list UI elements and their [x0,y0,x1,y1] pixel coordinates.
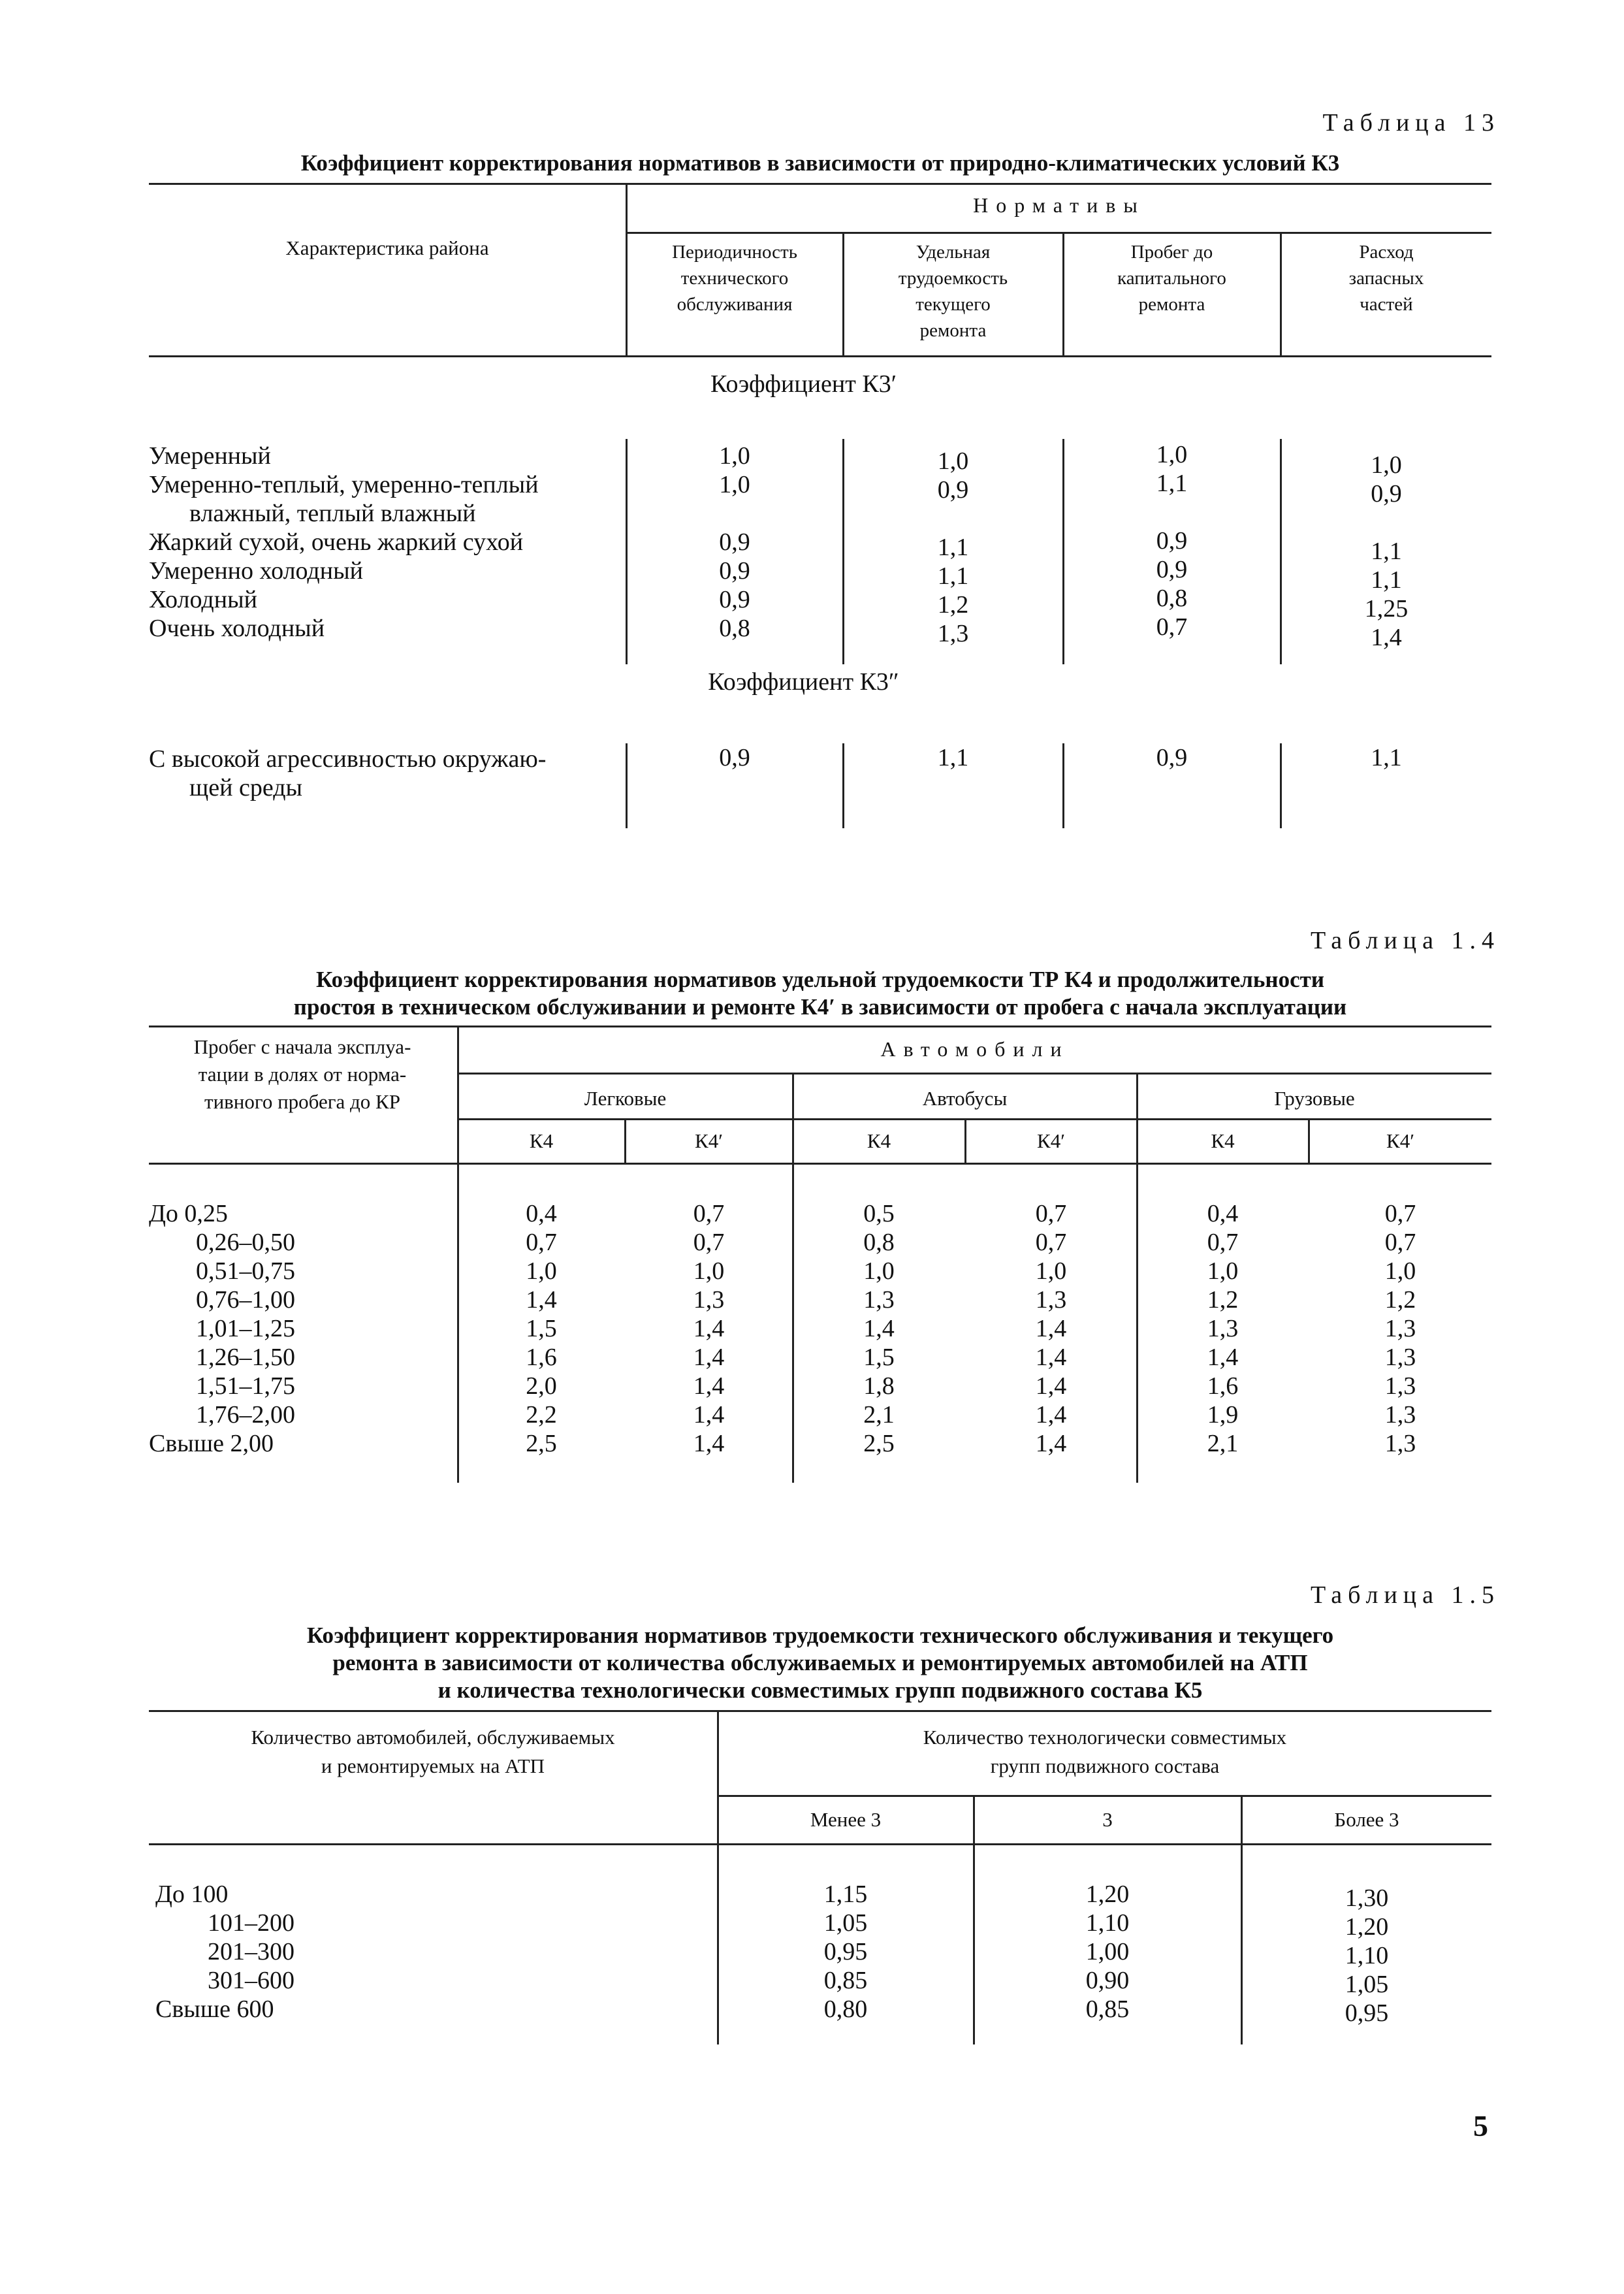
table-13-row-label: Холодный [149,586,257,613]
table-13-section1-title: Коэффициент К3′ [710,370,897,398]
table-1-4-row-label: Свыше 2,00 [149,1430,274,1457]
table-1-5-value-cell: 0,95 [1345,1999,1389,2027]
table-13-row-label: Умеренно-теплый, умеренно-теплый [149,471,539,498]
table-1-4-title-line1: Коэффициент корректирования нормативов удельной трудоемкости ТР К4 и продолжительности [316,967,1324,992]
table-1-5-value-cell: 1,10 [1345,1942,1389,1969]
table-13-column-header: технического [680,268,789,289]
table-1-4-value-cell: 0,7 [1035,1200,1067,1227]
table-13-value-cell: 1,1 [1371,744,1402,771]
table-1-4-value-cell: 1,0 [526,1257,557,1285]
table-13-value-cell: 1,0 [719,442,750,470]
table-1-4-value-cell: 1,3 [1384,1430,1416,1457]
table-13-column-header: обслуживания [677,294,793,315]
table-1-5-value-cell: 0,85 [823,1967,868,1994]
table-13-value-cell: 1,0 [719,471,750,498]
table-1-4-value-cell: 1,3 [1384,1401,1416,1429]
table-1-4-value-cell: 1,4 [693,1372,725,1400]
table-1-4-value-cell: 1,3 [1384,1372,1416,1400]
table-13-value-cell: 1,2 [937,591,969,619]
table-1-4-row-label: 0,76–1,00 [196,1286,295,1314]
table-13-value-cell: 0,9 [719,528,750,556]
table-1-4-value-cell: 1,4 [693,1430,725,1457]
table-13-value-cell: 1,25 [1364,595,1409,622]
table-1-5-title-line2: ремонта в зависимости от количества обслуживаемых и ремонтируемых автомобилей на АТП [332,1650,1308,1675]
table-13-value-cell: 0,9 [1156,744,1188,771]
table-13-row-label: Жаркий сухой, очень жаркий сухой [149,528,524,556]
table-1-4-value-cell: 1,0 [863,1257,895,1285]
table-1-4-value-cell: 1,2 [1207,1286,1239,1314]
table-13-caption: Таблица 13 [1322,109,1500,137]
table-13-value-cell: 0,9 [937,476,969,504]
table-13-value-cell: 0,8 [719,615,750,642]
table-1-5-value-cell: 1,05 [823,1909,868,1937]
table-1-4-row-label: 1,01–1,25 [196,1315,295,1342]
table-13-column-header: текущего [915,294,991,315]
table-1-5-value-cell: 0,90 [1085,1967,1130,1994]
table-13-group-header: Нормативы [973,193,1145,217]
table-13-column-header: Пробег до [1130,242,1213,263]
table-1-4-value-cell: 0,7 [1035,1229,1067,1256]
table-13-region-header: Характеристика района [285,236,489,259]
table-1-4-mileage-header: Пробег с начала эксплуа- [193,1035,411,1058]
table-1-4-value-cell: 0,7 [693,1200,725,1227]
table-1-4-group-1: Легковые [584,1087,667,1110]
table-13-value-cell: 0,9 [719,557,750,585]
table-1-4-value-cell: 1,4 [1035,1430,1067,1457]
table-13-column-header: Удельная [915,242,991,263]
table-1-5-value-cell: 1,00 [1085,1938,1130,1965]
table-1-5-title-line1: Коэффициент корректирования нормативов трудоемкости технического обслуживания и текущего [306,1623,1334,1648]
table-1-5-group-header: Количество технологически совместимых [923,1726,1287,1749]
table-1-5-value-cell: 1,20 [1085,1881,1130,1908]
table-1-5-row-label: 101–200 [208,1909,295,1937]
table-13-column-header: запасных [1348,268,1424,289]
table-1-4-value-cell: 2,1 [863,1401,895,1429]
table-1-4-value-cell: 1,9 [1207,1401,1239,1429]
table-1-4-value-cell: 0,5 [863,1200,895,1227]
table-1-4-value-cell: 0,7 [693,1229,725,1256]
table-1-4-value-cell: 2,0 [526,1372,557,1400]
table-1-4-row-label: 1,51–1,75 [196,1372,295,1400]
table-1-4-value-cell: 1,4 [1035,1315,1067,1342]
table-1-4-value-cell: 1,4 [526,1286,557,1314]
table-13-value-cell: 0,9 [719,744,750,771]
table-13-value-cell: 0,9 [1371,480,1402,508]
table-13-title: Коэффициент корректирования нормативов в зависимости от природно-климатических условий К3 [300,150,1340,176]
table-1-4-value-cell: 2,2 [526,1401,557,1429]
table-13-column-header: частей [1360,294,1413,315]
table-1-4-row-label: 1,26–1,50 [196,1344,295,1371]
table-13-value-cell: 1,0 [1156,441,1188,468]
table-1-4-value-cell: 0,4 [526,1200,557,1227]
table-13-value-cell: 0,9 [719,586,750,613]
table-13-column-header: Периодичность [672,242,797,263]
table-13-column-header: ремонта [1138,294,1205,315]
table-13-column-header: ремонта [919,320,987,341]
table-1-4-value-cell: 1,4 [1035,1372,1067,1400]
table-1-4-value-cell: 1,4 [1035,1344,1067,1371]
table-13-value-cell: 1,0 [1371,451,1402,479]
table-1-4-value-cell: 2,5 [863,1430,895,1457]
table-1-4-group-2: Автобусы [922,1087,1008,1110]
table-13-value-cell: 0,7 [1156,613,1188,641]
table-1-5-value-cell: 1,05 [1345,1971,1389,1998]
page-number: 5 [1473,2109,1488,2142]
table-1-4-group-3: Грузовые [1274,1087,1355,1110]
table-1-4-row-label: 1,76–2,00 [196,1401,295,1429]
table-1-5-value-cell: 0,80 [823,1995,868,2023]
table-13-value-cell: 1,1 [937,744,969,771]
table-1-4-value-cell: 1,4 [693,1401,725,1429]
table-1-4-value-cell: 0,4 [1207,1200,1239,1227]
table-1-4-value-cell: 1,3 [1384,1344,1416,1371]
table-1-5-caption: Таблица 1.5 [1310,1581,1500,1609]
table-1-4-sub-header: К4′ [1037,1129,1065,1152]
table-1-5-value-cell: 1,30 [1345,1884,1389,1912]
table-1-4-sub-header: К4 [867,1129,891,1152]
table-1-4-mileage-header: тации в долях от норма- [198,1063,407,1086]
table-1-4-value-cell: 1,3 [1384,1315,1416,1342]
table-13-column-header: Расход [1359,242,1414,263]
table-1-5-count-header: Количество автомобилей, обслуживаемых [251,1726,615,1749]
table-1-4-value-cell: 1,0 [1207,1257,1239,1285]
table-1-4-value-cell: 0,8 [863,1229,895,1256]
table-1-4-mileage-header: тивного пробега до КР [204,1090,400,1113]
table-1-4-sub-header: К4′ [1386,1129,1414,1152]
table-1-4-value-cell: 0,7 [1384,1200,1416,1227]
table-1-4-value-cell: 0,7 [1384,1229,1416,1256]
table-1-4-value-cell: 1,8 [863,1372,895,1400]
table-13-value-cell: 1,4 [1371,624,1402,651]
table-1-5-value-cell: 1,15 [823,1881,868,1908]
table-1-4-title-line2: простоя в техническом обслуживании и ремонте К4′ в зависимости от пробега с начала эксплуатации [293,994,1347,1020]
table-1-4-value-cell: 1,4 [863,1315,895,1342]
table-1-4-value-cell: 1,6 [526,1344,557,1371]
table-1-4-value-cell: 1,4 [693,1344,725,1371]
table-13-row-label: С высокой агрессивностью окружаю- [149,745,547,773]
table-1-4-value-cell: 1,3 [693,1286,725,1314]
table-1-4-value-cell: 0,7 [1207,1229,1239,1256]
table-1-4-value-cell: 1,6 [1207,1372,1239,1400]
table-1-4-value-cell: 1,5 [863,1344,895,1371]
table-13-row-label: Умеренный [149,442,271,470]
table-13-row-label: щей среды [189,774,303,801]
table-1-5-value-cell: 1,20 [1345,1913,1389,1941]
table-1-5-row-label: 201–300 [208,1938,295,1965]
table-1-5-value-cell: 0,85 [1085,1995,1130,2023]
table-1-4-caption: Таблица 1.4 [1310,927,1500,954]
table-1-5-value-cell: 0,95 [823,1938,868,1965]
table-1-4-value-cell: 1,0 [693,1257,725,1285]
table-1-4-value-cell: 1,0 [1035,1257,1067,1285]
table-13-column-header: трудоемкость [898,268,1008,289]
table-13-section2-title: Коэффициент К3″ [708,668,899,696]
table-13-value-cell: 0,9 [1156,556,1188,583]
table-1-5-row-label: 301–600 [208,1967,295,1994]
table-1-4-value-cell: 2,5 [526,1430,557,1457]
table-13-value-cell: 0,8 [1156,585,1188,612]
table-13-value-cell: 1,1 [1371,538,1402,565]
table-1-4-value-cell: 1,5 [526,1315,557,1342]
table-1-5-row-label: Свыше 600 [155,1995,274,2023]
table-1-5-sub-header: 3 [1102,1808,1113,1831]
table-1-5-count-header: и ремонтируемых на АТП [321,1754,545,1777]
table-13-row-label: Умеренно холодный [149,557,363,585]
table-1-4-value-cell: 2,1 [1207,1430,1239,1457]
table-13-column-header: капитального [1117,268,1226,289]
table-13-value-cell: 1,1 [937,562,969,590]
table-1-4-sub-header: К4′ [695,1129,723,1152]
table-1-4-row-label: 0,26–0,50 [196,1229,295,1256]
table-1-4-value-cell: 1,0 [1384,1257,1416,1285]
table-1-4-value-cell: 0,7 [526,1229,557,1256]
table-1-4-value-cell: 1,4 [1207,1344,1239,1371]
table-13-value-cell: 1,1 [1371,566,1402,594]
table-1-4-value-cell: 1,3 [1035,1286,1067,1314]
table-1-4-group-header: Автомобили [880,1037,1070,1061]
table-1-5-sub-header: Более 3 [1334,1808,1399,1831]
table-1-5-value-cell: 1,10 [1085,1909,1130,1937]
table-13-row-label: влажный, теплый влажный [189,500,476,527]
table-13-value-cell: 1,1 [1156,470,1188,497]
table-1-4-value-cell: 1,3 [863,1286,895,1314]
table-1-4-row-label: До 0,25 [149,1200,228,1227]
table-1-5-sub-header: Менее 3 [810,1808,882,1831]
table-1-5-group-header: групп подвижного состава [990,1754,1220,1777]
table-1-4-sub-header: К4 [529,1129,554,1152]
table-1-4-value-cell: 1,2 [1384,1286,1416,1314]
table-1-4-value-cell: 1,4 [693,1315,725,1342]
table-1-4-sub-header: К4 [1211,1129,1235,1152]
table-1-4-value-cell: 1,4 [1035,1401,1067,1429]
table-13-value-cell: 1,3 [937,620,969,647]
table-13-row-label: Очень холодный [149,615,325,642]
table-13-value-cell: 1,0 [937,447,969,475]
table-1-5-title-line3: и количества технологически совместимых групп подвижного состава К5 [438,1677,1203,1703]
table-13-value-cell: 0,9 [1156,527,1188,555]
table-1-5-row-label: До 100 [155,1881,229,1908]
table-1-4-value-cell: 1,3 [1207,1315,1239,1342]
table-1-4-row-label: 0,51–0,75 [196,1257,295,1285]
table-13-value-cell: 1,1 [937,534,969,561]
